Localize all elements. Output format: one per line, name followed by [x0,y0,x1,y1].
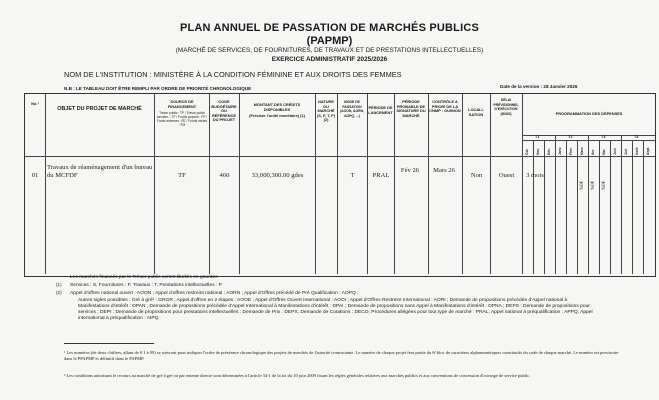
row-nature: T [350,172,355,179]
col-header-montant: MONTANT DES CRÉDITS DISPONIBLES [253,102,301,112]
priority-instruction: N.B : LE TABLEAU DOIT ÊTRE REMPLI PAR ORDRE DE PRIORITÉ CHRONOLOGIQUE [64,86,252,91]
quarter-t3: T3 [601,135,606,139]
col-header-localisation: LOCALI-SATION [468,107,484,117]
month-dec: Déc. [547,148,551,155]
col-header-code: CODE BUDGÉTAIRE OU RÉFÉRENCE DU PROJET [211,99,237,123]
row-source: TF [178,172,186,179]
month-jan: Janv. [558,146,562,155]
month-jul: Juil. [624,148,628,155]
quarter-t1: T1 [535,135,540,139]
row-pct-apr: %0€ [602,180,607,190]
col-header-objet: OBJET DU PROJET DE MARCHÉ [57,106,142,112]
month-feb: Févr. [569,147,573,155]
row-signature: Mars 26 [433,167,455,174]
row-delai: 3 mois [526,172,544,179]
footnote-rule [64,343,154,344]
row-localisation: Ouest [498,172,515,179]
col-header-delai: DÉLAI PRÉVISIONNEL D'EXÉCUTION (MOIS) [493,98,519,116]
row-code: 460 [219,172,230,179]
exercise-year: EXERCICE ADMINISTRATIF 2025/2026 [271,56,388,63]
footnote-1: ¹ Les numéros (de deux chiffres, allant de 0 1 à 99) se suivront pour indiquer l'ordre de préséance chronologique des projets de marchés de l'autorité contractante. Le numéro de chaque projet fera partie du 6ᵉ bloc de caractères alphanumériques constitutifs du code de chaque marché. Le numéro est provisoire dans le PPAPMP et définitif dans le PAPMP. [64,350,619,361]
month-oct: Oct. [525,148,529,155]
col-header-nature: NATURE DU MARCHÉ (S, F, T, P) (2) [316,99,336,123]
col-header-montant-note: (Préciser l'unité monétaire) (1) [249,113,305,118]
month-jun: Juin [613,148,617,155]
col-header-lancement: PÉRIODE DE LANCEMENT [368,105,393,115]
legend-line-3: Appel d'offres national ouvert : AOON ; Appel d'offres restreint national : AORN ; Appel d'Offres précédé de Pré Qualification : AOPQ ; [70,291,359,296]
month-nov: Nov. [536,148,540,155]
quarter-t4: T4 [634,135,639,139]
month-aug: Août [635,147,639,155]
row-mode: PRAL [372,172,390,179]
legend-marker-2: (2) [56,290,62,295]
document-subtitle: (MARCHÉ DE SERVICES, DE FOURNITURES, DE TRAVAUX ET DE PRESTATIONS INTELLECTUELLES) [175,47,484,54]
row-lancement: Fév 26 [400,167,420,174]
col-header-controle: CONTRÔLE A PRIORI DE LA CNMP : OUI/NON [429,99,461,114]
legend-line-4: Autres sigles possibles : Gré à gré² : GRGR ; Appel d'offres en 2 étapes : AOOE ; Appel d'Offres Ouvert International : AOOI ; Appel d'Offres Restreint International : AORI ; Demande de propositions précédée d'Appel national à Manifestations d'intérêt : DPAN ; Demande de propositions précédée d'Appel International à Manifestations d'intérêt : DPAI ; Demande de propositions sans Appel à Manifestations d'intérêt : DPNA ; DEPS : Demande de propositions pour services ; DEPI : Demande de propositions pour prestations intellectuelles : Demande de Prix : DEPX, Demande de Cotations : DECO, Procédures allégées pour tout type de marché : PRAL, Appel national à préqualification : APPQ, Appel international à préqualification : AIPQ [78,298,593,321]
legend-marker-1: (1) [56,282,62,287]
version-date: Date de la version : 28 Janvier 2026 [500,84,578,89]
row-pct-mar: %0€ [591,180,596,190]
col-header-signature: PÉRIODE PROBABLE DE SIGNATURE DU MARCHÉ [396,99,426,118]
col-header-source: SOURCE DE FINANCEMENT [167,99,197,109]
quarter-t2: T2 [568,135,573,139]
document-acronym: (PAPMP) [306,35,353,47]
document-title: PLAN ANNUEL DE PASSATION DE MARCHÉS PUBLICS [179,22,480,34]
col-header-source-note: Trésor public : TP / Trésor public fonction. : TF / Fonds propres : FP / Fonds externes : FE / Fonds mixtes : FM [156,111,208,127]
footnote-2: ² Les conditions autorisant le recours au marché de gré à gré ou par entente directe sont déterminées à l'article 34-1 de la loi du 10 juin 2009 fixant les règles générales relatives aux marchés publics et aux conventions de concession d'ouvrage de service public. [64,373,531,378]
legend-line-1: Les marchés financés par le Trésor public seront libellés en gourdes [70,275,218,280]
col-header-no: No.¹ [31,101,39,106]
row-controle: Non [470,172,483,179]
row-objet: Travaux de réaménagement d'un bureau du MCFDF [47,164,153,179]
row-montant: 33,000,300.00 gdes [251,172,304,179]
month-mar: Mars [580,147,584,155]
col-header-programmation: PROGRAMMATION DES DÉPENSES [555,111,623,116]
month-apr: Avr. [591,148,595,155]
row-no: 01 [31,172,39,179]
legend-line-2: Services : S, Fournitures : F, Travaux : T, Prestations intellectuelles : P [70,283,222,288]
col-header-mode: MODE DE PASSATION (AOON, AORN, AOPQ, ...) [340,100,364,118]
institution-name: NOM DE L'INSTITUTION : MINISTÈRE À LA CONDITION FÉMININE ET AUX DROITS DES FEMMES [64,70,402,79]
row-pct-feb: %0€ [580,180,585,190]
month-may: Mai [602,149,606,155]
month-sep: Sept. [646,146,650,155]
procurement-table [24,93,656,277]
